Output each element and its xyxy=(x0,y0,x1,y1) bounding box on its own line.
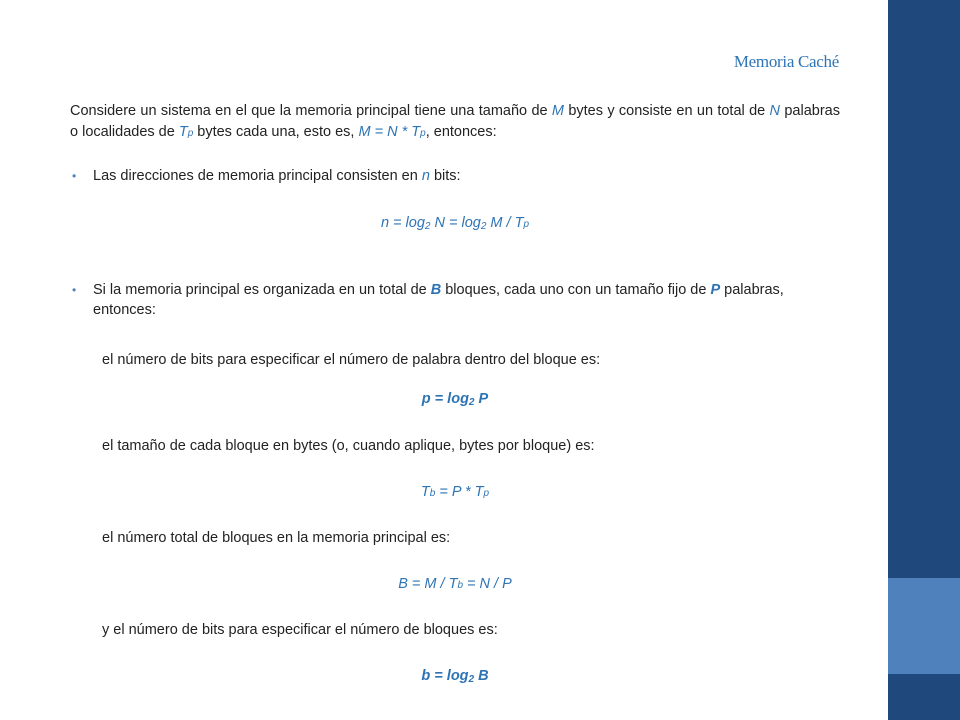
formula-p: p = log2 P xyxy=(421,391,489,408)
side-bar-accent xyxy=(888,578,960,674)
bullet-addresses: • Las direcciones de memoria principal consisten en n bits: xyxy=(72,168,461,184)
text-block-bits: y el número de bits para especificar el número de bloques es: xyxy=(102,622,498,638)
intro-paragraph: Considere un sistema en el que la memoria principal tiene una tamaño de M bytes y consiste en un total de N palabras o localidades de Tp bytes cada una, esto es, M = N * Tp, entonces: xyxy=(70,103,840,140)
formula-b-total: B = M / Tb = N / P xyxy=(398,576,512,592)
text-word-bits: el número de bits para especificar el número de palabra dentro del bloque es: xyxy=(102,352,601,368)
bullet-blocks: • Si la memoria principal es organizada en un total de B bloques, cada uno con un tamaño fijo de P palabras, entonces: xyxy=(72,282,784,318)
text-block-size: el tamaño de cada bloque en bytes (o, cuando aplique, bytes por bloque) es: xyxy=(102,438,595,454)
formula-tb: Tb = P * Tp xyxy=(420,484,490,500)
slide-title: Memoria Caché xyxy=(733,52,839,71)
formula-n: n = log2 N = log2 M / Tp xyxy=(380,215,530,232)
formula-b-bits: b = log2 B xyxy=(421,668,489,685)
bullet-dot: • xyxy=(72,283,77,297)
bullet-dot: • xyxy=(72,169,77,183)
text-total-blocks: el número total de bloques en la memoria principal es: xyxy=(102,530,451,546)
